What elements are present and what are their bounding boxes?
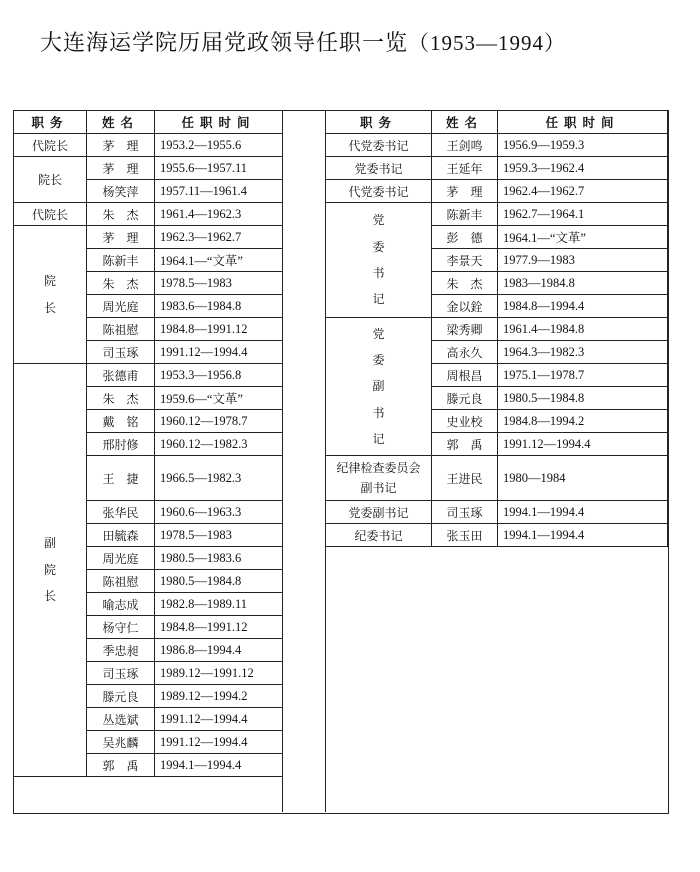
name-cell: 喻志成: [87, 593, 155, 616]
time-cell: 1991.12—1994.4: [155, 708, 283, 731]
right-table: [325, 110, 668, 547]
header-time: 任职时间: [155, 111, 283, 134]
role-cell: [326, 180, 432, 203]
table-row: [326, 180, 668, 203]
role-label: 副院长: [43, 536, 56, 604]
time-cell: 1994.1—1994.4: [498, 501, 668, 524]
role-label: 党委副书记: [372, 326, 385, 447]
name-cell: 茅 理: [87, 134, 155, 157]
time-cell: 1991.12—1994.4: [498, 433, 668, 456]
name-cell: 高永久: [432, 341, 498, 364]
time-cell: 1983—1984.8: [498, 272, 668, 295]
table-row: [326, 524, 668, 547]
time-cell: 1986.8—1994.4: [155, 639, 283, 662]
name-cell: 杨笑萍: [87, 180, 155, 203]
name-cell: 戴 铭: [87, 410, 155, 433]
table-header-row: [14, 111, 283, 134]
time-cell: 1980.5—1983.6: [155, 547, 283, 570]
role-label: 党委书记: [372, 213, 385, 307]
name-cell: 李景天: [432, 249, 498, 272]
time-cell: 1984.8—1994.4: [498, 295, 668, 318]
name-cell: 茅 理: [87, 157, 155, 180]
name-cell: 张华民: [87, 501, 155, 524]
time-cell: 1980.5—1984.8: [155, 570, 283, 593]
name-cell: 陈祖慰: [87, 318, 155, 341]
role-label: 代院长: [31, 138, 68, 153]
name-cell: 金以銓: [432, 295, 498, 318]
table-row: [326, 134, 668, 157]
role-cell: [14, 364, 87, 777]
time-cell: 1953.3—1956.8: [155, 364, 283, 387]
page-title: [40, 26, 566, 57]
time-cell: 1960.6—1963.3: [155, 501, 283, 524]
name-cell: 王 捷: [87, 456, 155, 501]
name-cell: 彭 德: [432, 226, 498, 249]
table-row: [14, 157, 283, 180]
time-cell: 1964.1—“文革”: [498, 226, 668, 249]
left-table-body: [14, 111, 283, 777]
name-cell: 茅 理: [87, 226, 155, 249]
name-cell: 史业校: [432, 410, 498, 433]
role-cell: [14, 226, 87, 364]
time-cell: 1961.4—1962.3: [155, 203, 283, 226]
time-cell: 1962.7—1964.1: [498, 203, 668, 226]
name-cell: 郭 禹: [432, 433, 498, 456]
role-label: 党委书记: [354, 161, 403, 176]
header-role: 职务: [14, 111, 87, 134]
role-label: 院长: [43, 274, 56, 315]
name-cell: 司玉琢: [87, 662, 155, 685]
name-cell: 朱 杰: [87, 272, 155, 295]
time-cell: 1989.12—1991.12: [155, 662, 283, 685]
table-row: [326, 456, 668, 501]
role-label: 纪委书记: [354, 528, 403, 543]
role-label: 纪律检查委员会副书记: [336, 461, 421, 495]
time-cell: 1980.5—1984.8: [498, 387, 668, 410]
time-cell: 1962.3—1962.7: [155, 226, 283, 249]
time-cell: 1961.4—1984.8: [498, 318, 668, 341]
role-cell: [326, 134, 432, 157]
time-cell: 1956.9—1959.3: [498, 134, 668, 157]
left-table: [13, 110, 283, 777]
table-row: [326, 501, 668, 524]
header-role: 职务: [326, 111, 432, 134]
time-cell: 1955.6—1957.11: [155, 157, 283, 180]
role-label: 代党委书记: [348, 138, 409, 153]
role-label: 院长: [37, 173, 62, 187]
time-cell: 1984.8—1991.12: [155, 318, 283, 341]
table-header-row: [326, 111, 668, 134]
role-cell: [326, 524, 432, 547]
role-label: 代院长: [31, 207, 68, 222]
time-cell: 1953.2—1955.6: [155, 134, 283, 157]
title-years: （1953—1994）: [408, 31, 567, 55]
time-cell: 1975.1—1978.7: [498, 364, 668, 387]
time-cell: 1960.12—1978.7: [155, 410, 283, 433]
role-cell: [326, 501, 432, 524]
name-cell: 张玉田: [432, 524, 498, 547]
role-label: 代党委书记: [348, 184, 409, 199]
name-cell: 郭 禹: [87, 754, 155, 777]
time-cell: 1962.4—1962.7: [498, 180, 668, 203]
role-cell: [326, 318, 432, 456]
role-cell: [326, 456, 432, 501]
header-name: 姓名: [87, 111, 155, 134]
name-cell: 陈新丰: [87, 249, 155, 272]
name-cell: 陈祖慰: [87, 570, 155, 593]
time-cell: 1978.5—1983: [155, 524, 283, 547]
name-cell: 周光庭: [87, 295, 155, 318]
header-name: 姓名: [432, 111, 498, 134]
time-cell: 1980—1984: [498, 456, 668, 501]
table-row: [14, 364, 283, 387]
right-table-body: [326, 111, 668, 547]
time-cell: 1983.6—1984.8: [155, 295, 283, 318]
time-cell: 1960.12—1982.3: [155, 433, 283, 456]
name-cell: 田毓森: [87, 524, 155, 547]
time-cell: 1982.8—1989.11: [155, 593, 283, 616]
name-cell: 周根昌: [432, 364, 498, 387]
table-row: [14, 134, 283, 157]
role-cell: [14, 134, 87, 157]
time-cell: 1984.8—1994.2: [498, 410, 668, 433]
name-cell: 王延年: [432, 157, 498, 180]
role-cell: [326, 203, 432, 318]
name-cell: 滕元良: [87, 685, 155, 708]
time-cell: 1978.5—1983: [155, 272, 283, 295]
role-label: 党委副书记: [348, 505, 409, 520]
time-cell: 1994.1—1994.4: [498, 524, 668, 547]
time-cell: 1991.12—1994.4: [155, 731, 283, 754]
name-cell: 吴兆麟: [87, 731, 155, 754]
time-cell: 1964.1—“文革”: [155, 249, 283, 272]
name-cell: 张德甫: [87, 364, 155, 387]
name-cell: 朱 杰: [87, 203, 155, 226]
name-cell: 王剑鸣: [432, 134, 498, 157]
name-cell: 王进民: [432, 456, 498, 501]
name-cell: 司玉琢: [87, 341, 155, 364]
name-cell: 杨守仁: [87, 616, 155, 639]
name-cell: 邢肘修: [87, 433, 155, 456]
time-cell: 1966.5—1982.3: [155, 456, 283, 501]
table-row: [326, 203, 668, 226]
time-cell: 1984.8—1991.12: [155, 616, 283, 639]
table-row: [326, 157, 668, 180]
name-cell: 滕元良: [432, 387, 498, 410]
name-cell: 周光庭: [87, 547, 155, 570]
role-cell: [14, 157, 87, 203]
time-cell: 1959.6—“文革”: [155, 387, 283, 410]
name-cell: 丛选斌: [87, 708, 155, 731]
time-cell: 1989.12—1994.2: [155, 685, 283, 708]
time-cell: 1964.3—1982.3: [498, 341, 668, 364]
role-cell: [326, 157, 432, 180]
table-row: [14, 226, 283, 249]
time-cell: 1991.12—1994.4: [155, 341, 283, 364]
header-time: 任职时间: [498, 111, 668, 134]
time-cell: 1957.11—1961.4: [155, 180, 283, 203]
name-cell: 茅 理: [432, 180, 498, 203]
name-cell: 季忠昶: [87, 639, 155, 662]
time-cell: 1994.1—1994.4: [155, 754, 283, 777]
name-cell: 司玉琢: [432, 501, 498, 524]
table-row: [14, 203, 283, 226]
name-cell: 朱 杰: [432, 272, 498, 295]
time-cell: 1977.9—1983: [498, 249, 668, 272]
time-cell: 1959.3—1962.4: [498, 157, 668, 180]
name-cell: 梁秀卿: [432, 318, 498, 341]
name-cell: 朱 杰: [87, 387, 155, 410]
name-cell: 陈新丰: [432, 203, 498, 226]
table-row: [326, 318, 668, 341]
title-text: 大连海运学院历届党政领导任职一览: [40, 31, 409, 56]
role-cell: [14, 203, 87, 226]
